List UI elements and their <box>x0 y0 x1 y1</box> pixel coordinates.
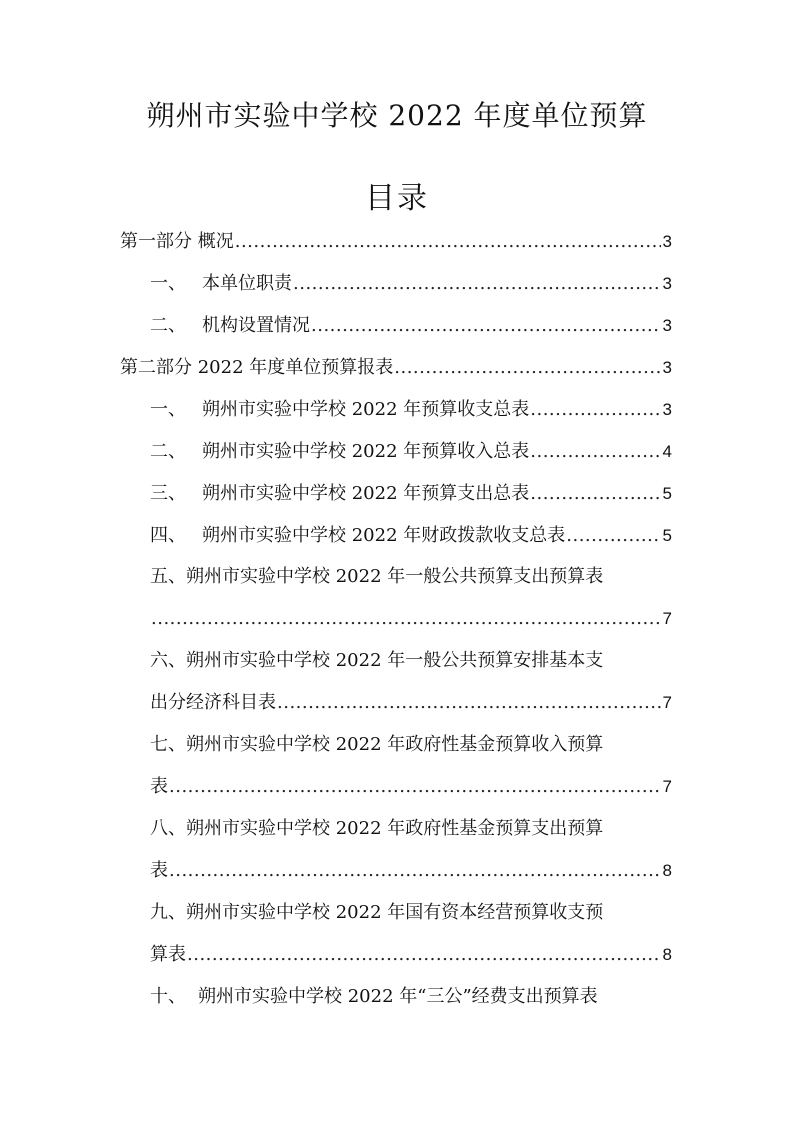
toc-entry-number: 十、 <box>150 986 186 1007</box>
toc-entry-label: 九、朔州市实验中学校 2022 年国有资本经营预算收支预 <box>150 902 604 923</box>
toc-entry-table-1[interactable] <box>150 395 672 425</box>
toc-entry-label: 朔州市实验中学校 2022 年财政拨款收支总表 <box>202 525 566 546</box>
toc-entry-label-continued: 算表 <box>150 944 186 965</box>
leader-dots <box>530 395 660 425</box>
toc-page-number: 5 <box>662 526 672 545</box>
toc-page-number: 4 <box>662 442 672 461</box>
toc-entry-label-continued: 表 <box>150 776 168 797</box>
toc-entry-label: 八、朔州市实验中学校 2022 年政府性基金预算支出预算 <box>150 818 604 839</box>
leader-dots <box>530 437 660 467</box>
toc-page-number: 7 <box>662 693 672 712</box>
document-title: 朔州市实验中学校 2022 年度单位预算 <box>146 99 648 132</box>
toc-page-number: 3 <box>662 232 672 251</box>
toc-entry-table-5-continued[interactable] <box>150 604 672 634</box>
leader-dots <box>169 772 661 802</box>
toc-entry-number: 二、 <box>150 315 186 336</box>
toc-page-number: 5 <box>662 484 672 503</box>
toc-entry-label: 五、朔州市实验中学校 2022 年一般公共预算支出预算表 <box>150 566 604 587</box>
toc-entry-structure[interactable] <box>150 311 672 341</box>
toc-entry-table-7[interactable] <box>150 730 672 760</box>
toc-page-number: 8 <box>662 945 672 964</box>
toc-entry-number: 四、 <box>150 525 186 546</box>
toc-entry-number: 三、 <box>150 483 186 504</box>
toc-entry-label: 六、朔州市实验中学校 2022 年一般公共预算安排基本支 <box>150 650 604 671</box>
toc-entry-part2[interactable] <box>120 353 672 383</box>
toc-entry-label: 朔州市实验中学校 2022 年“三公”经费支出预算表 <box>198 986 598 1007</box>
leader-dots <box>530 479 660 509</box>
toc-entry-label-continued: 出分经济科目表 <box>150 692 276 713</box>
toc-entry-table-5[interactable] <box>150 562 672 592</box>
toc-entry-label: 朔州市实验中学校 2022 年预算收支总表 <box>202 399 530 420</box>
toc-heading: 目录 <box>365 181 429 216</box>
toc-entry-table-7-continued[interactable] <box>150 772 672 802</box>
toc-entry-label: 第二部分 2022 年度单位预算报表 <box>120 357 394 378</box>
toc-entry-label: 机构设置情况 <box>202 315 310 336</box>
toc-entry-part1[interactable] <box>120 227 672 257</box>
toc-entry-label: 七、朔州市实验中学校 2022 年政府性基金预算收入预算 <box>150 734 604 755</box>
toc-entry-table-10[interactable] <box>150 982 598 1012</box>
leader-dots <box>187 940 661 970</box>
toc-entry-table-9[interactable] <box>150 898 672 928</box>
leader-dots <box>311 311 661 341</box>
leader-dots <box>394 353 660 383</box>
toc-entry-table-4[interactable] <box>150 521 672 551</box>
toc-entry-label: 第一部分 概况 <box>120 231 234 252</box>
toc-entry-number: 一、 <box>150 399 186 420</box>
toc-page-number: 3 <box>662 358 672 377</box>
toc-entry-table-8-continued[interactable] <box>150 856 672 886</box>
toc-entry-label: 朔州市实验中学校 2022 年预算收入总表 <box>202 441 530 462</box>
toc-page-number: 7 <box>662 777 672 796</box>
toc-entry-table-6[interactable] <box>150 646 672 676</box>
toc-page-number: 3 <box>662 400 672 419</box>
leader-dots <box>277 688 661 718</box>
leader-dots <box>293 269 661 299</box>
toc-entry-table-3[interactable] <box>150 479 672 509</box>
leader-dots <box>235 227 661 257</box>
toc-entry-table-8[interactable] <box>150 814 672 844</box>
toc-entry-number: 一、 <box>150 273 186 294</box>
leader-dots <box>169 856 661 886</box>
toc-entry-label-continued: 表 <box>150 860 168 881</box>
toc-entry-number: 二、 <box>150 441 186 462</box>
toc-page-number: 3 <box>662 274 672 293</box>
leader-dots <box>151 604 661 634</box>
toc-page-number: 8 <box>662 861 672 880</box>
toc-entry-duties[interactable] <box>150 269 672 299</box>
leader-dots <box>566 521 660 551</box>
toc-entry-label: 朔州市实验中学校 2022 年预算支出总表 <box>202 483 530 504</box>
toc-entry-table-6-continued[interactable] <box>150 688 672 718</box>
toc-page-number: 7 <box>662 609 672 628</box>
toc-entry-table-2[interactable] <box>150 437 672 467</box>
toc-page-number: 3 <box>662 316 672 335</box>
toc-entry-table-9-continued[interactable] <box>150 940 672 970</box>
toc-entry-label: 本单位职责 <box>202 273 292 294</box>
